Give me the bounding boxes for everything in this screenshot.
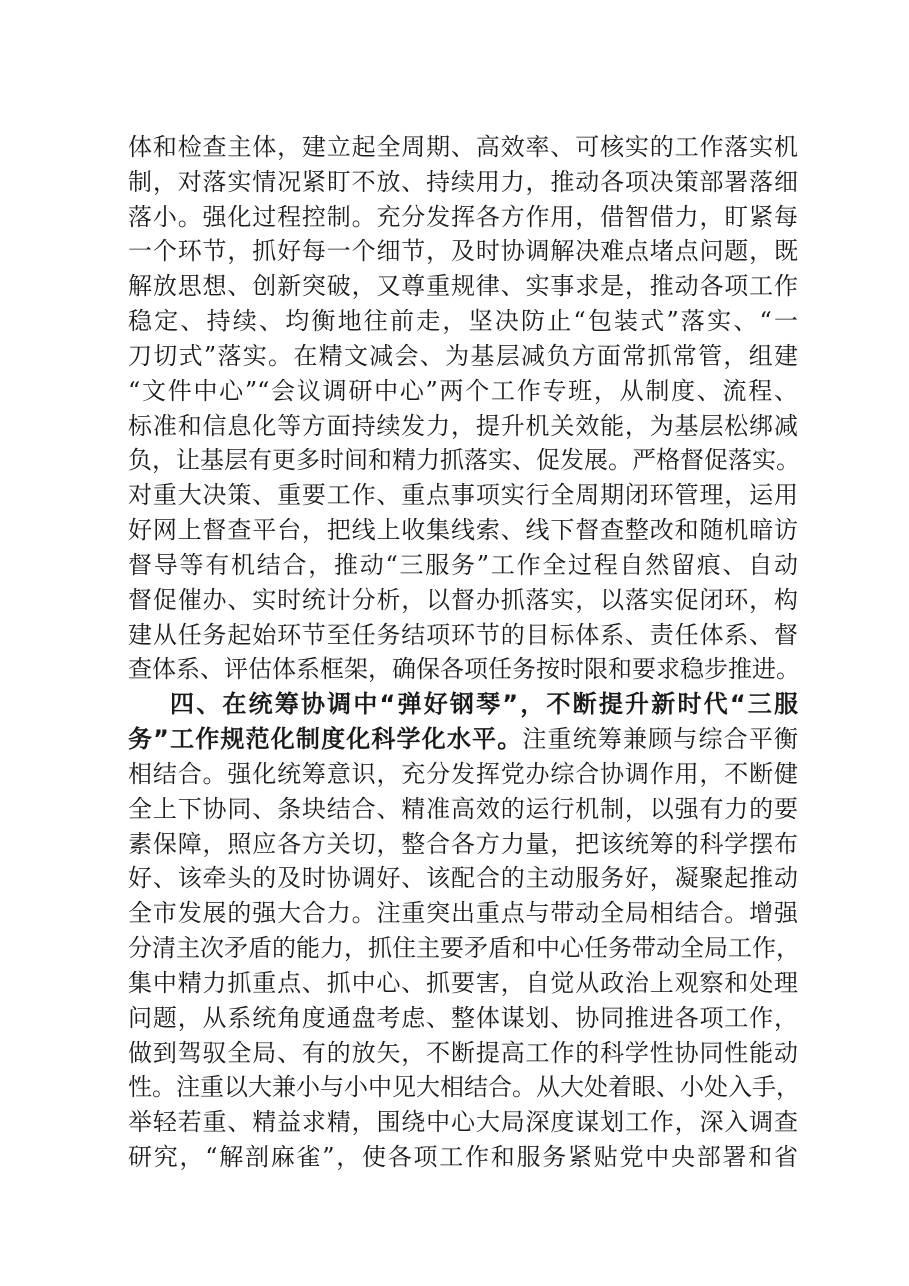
section-heading-continuation — [128, 722, 798, 757]
text-line: 好、该牵头的及时协调好、该配合的主动服务好，凝聚起推动 — [128, 864, 798, 893]
text-line: 解放思想、创新突破，又尊重规律、实事求是，推动各项工作 — [128, 272, 798, 301]
text-line: 全市发展的强大合力。注重突出重点与带动全局相结合。增强 — [128, 899, 798, 928]
text-line: 制，对落实情况紧盯不放、持续用力，推动各项决策部署落细 — [128, 167, 798, 196]
text-line: 集中精力抓重点、抓中心、抓要害，自觉从政治上观察和处理 — [128, 968, 798, 997]
text-line: 一个环节，抓好每一个细节，及时协调解决难点堵点问题，既 — [128, 237, 798, 266]
text-line: 落小。强化过程控制。充分发挥各方作用，借智借力，盯紧每 — [128, 202, 798, 231]
text-line: 问题，从系统角度通盘考虑、整体谋划、协同推进各项工作， — [128, 1003, 798, 1032]
text-line: 相结合。强化统筹意识，充分发挥党办综合协调作用，不断健 — [128, 759, 798, 788]
text-line: 做到驾驭全局、有的放矢，不断提高工作的科学性协同性能动 — [128, 1038, 798, 1067]
text-line: 举轻若重、精益求精，围绕中心大局深度谋划工作，深入调查 — [128, 1108, 798, 1137]
text-line: 分清主次矛盾的能力，抓住主要矛盾和中心任务带动全局工作， — [128, 934, 800, 963]
text-line: 体和检查主体，建立起全周期、高效率、可核实的工作落实机 — [128, 133, 798, 161]
text-line: 对重大决策、重要工作、重点事项实行全周期闭环管理，运用 — [128, 481, 798, 510]
text-line: 刀切式”落实。在精文减会、为基层减负方面常抓常管，组建 — [128, 341, 798, 370]
section-heading: 四、在统筹协调中“弹好钢琴”，不断提升新时代“三服 — [170, 690, 798, 719]
section-text: 注重统筹兼顾与综合平衡 — [522, 725, 798, 754]
text-line: 素保障，照应各方关切，整合各方力量，把该统筹的科学摆布 — [128, 829, 798, 858]
text-line: 好网上督查平台，把线上收集线索、线下督查整改和随机暗访 — [128, 516, 798, 545]
text-line: 性。注重以大兼小与小中见大相结合。从大处着眼、小处入手， — [128, 1073, 800, 1102]
text-line: 查体系、评估体系框架，确保各项任务按时限和要求稳步推进。 — [128, 655, 800, 684]
text-line: 标准和信息化等方面持续发力，提升机关效能，为基层松绑减 — [128, 411, 798, 440]
text-line: 全上下协同、条块结合、精准高效的运行机制，以强有力的要 — [128, 794, 798, 823]
text-line: 稳定、持续、均衡地往前走，坚决防止“包装式”落实、“一 — [128, 307, 798, 336]
section-heading-tail: 务”工作规范化制度化科学化水平。 — [128, 725, 523, 754]
text-line: 督促催办、实时统计分析，以督办抓落实，以落实促闭环，构 — [128, 585, 798, 614]
text-line: “文件中心”“会议调研中心”两个工作专班，从制度、流程、 — [128, 376, 798, 405]
text-line: 研究，“解剖麻雀”，使各项工作和服务紧贴党中央部署和省 — [128, 1143, 798, 1171]
text-line: 负，让基层有更多时间和精力抓落实、促发展。严格督促落实。 — [128, 446, 800, 475]
text-line: 建从任务起始环节至任务结项环节的目标体系、责任体系、督 — [128, 620, 798, 649]
text-line: 督导等有机结合，推动“三服务”工作全过程自然留痕、自动 — [128, 550, 798, 579]
